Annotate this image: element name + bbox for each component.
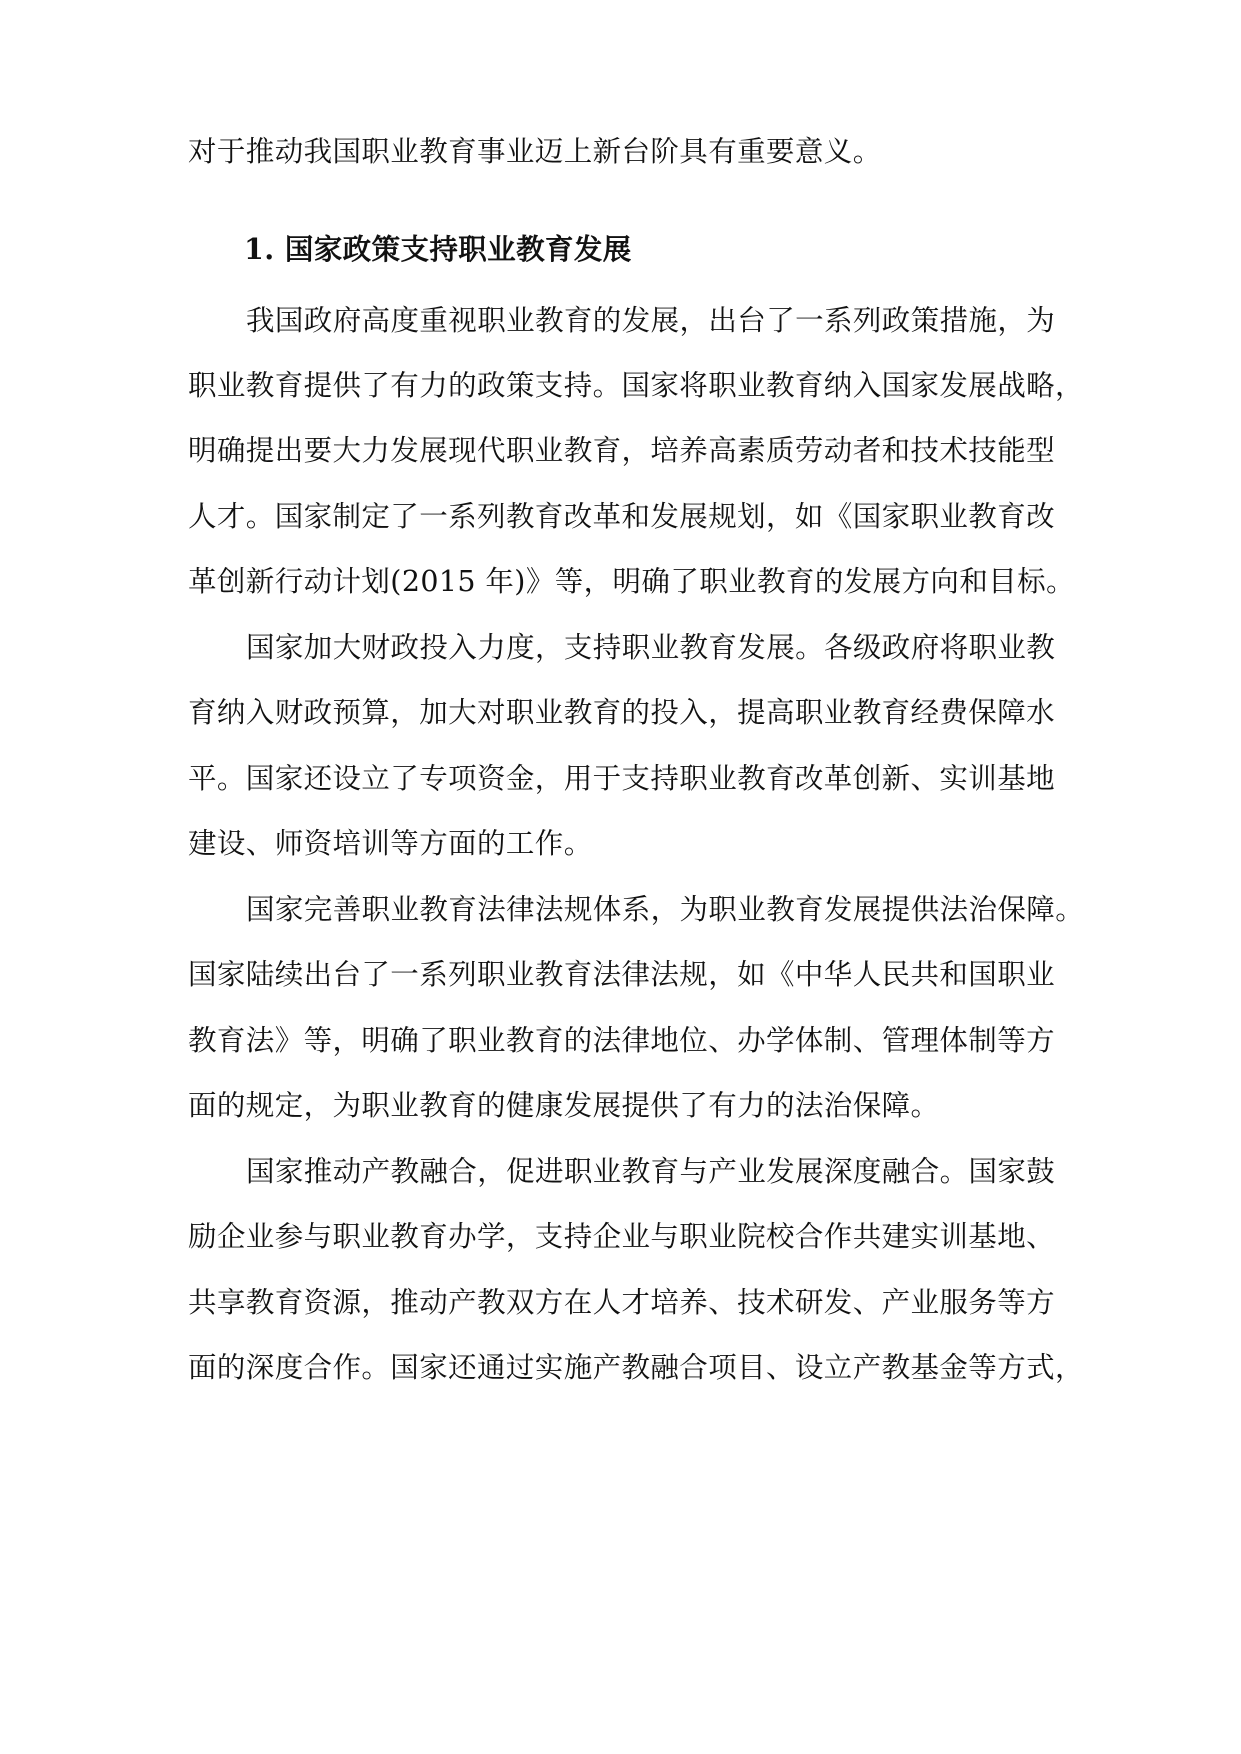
paragraph-line: 育纳入财政预算，加大对职业教育的投入，提高职业教育经费保障水: [188, 696, 1056, 729]
paragraph-line: 国家推动产教融合，促进职业教育与产业发展深度融合。国家鼓: [246, 1155, 1056, 1188]
paragraph-line: 国家陆续出台了一系列职业教育法律法规，如《中华人民共和国职业: [188, 958, 1056, 991]
paragraph-line: 人才。国家制定了一系列教育改革和发展规划，如《国家职业教育改: [188, 500, 1056, 533]
paragraph-line: 教育法》等，明确了职业教育的法律地位、办学体制、管理体制等方: [188, 1024, 1056, 1057]
paragraph-line: 平。国家还设立了专项资金，用于支持职业教育改革创新、实训基地: [188, 762, 1056, 795]
paragraph-line: 国家加大财政投入力度，支持职业教育发展。各级政府将职业教: [246, 631, 1056, 664]
paragraph-line: 共享教育资源，推动产教双方在人才培养、技术研发、产业服务等方: [188, 1286, 1056, 1319]
paragraph-line: 励企业参与职业教育办学，支持企业与职业院校合作共建实训基地、: [188, 1220, 1056, 1253]
paragraph-line: 我国政府高度重视职业教育的发展，出台了一系列政策措施，为: [246, 304, 1056, 337]
section-heading: 1. 国家政策支持职业教育发展: [244, 232, 632, 266]
paragraph-line: 职业教育提供了有力的政策支持。国家将职业教育纳入国家发展战略，: [188, 369, 1084, 402]
paragraph-line: 国家完善职业教育法律法规体系，为职业教育发展提供法治保障。: [246, 893, 1085, 926]
paragraph-line: 建设、师资培训等方面的工作。: [188, 827, 593, 860]
paragraph-line: 面的深度合作。国家还通过实施产教融合项目、设立产教基金等方式，: [188, 1351, 1084, 1384]
paragraph-line: 面的规定，为职业教育的健康发展提供了有力的法治保障。: [188, 1089, 940, 1122]
paragraph-line: 对于推动我国职业教育事业迈上新台阶具有重要意义。: [188, 135, 882, 168]
paragraph-line: 革创新行动计划(2015 年)》等，明确了职业教育的发展方向和目标。: [188, 565, 1075, 598]
paragraph-line: 明确提出要大力发展现代职业教育，培养高素质劳动者和技术技能型: [188, 434, 1056, 467]
